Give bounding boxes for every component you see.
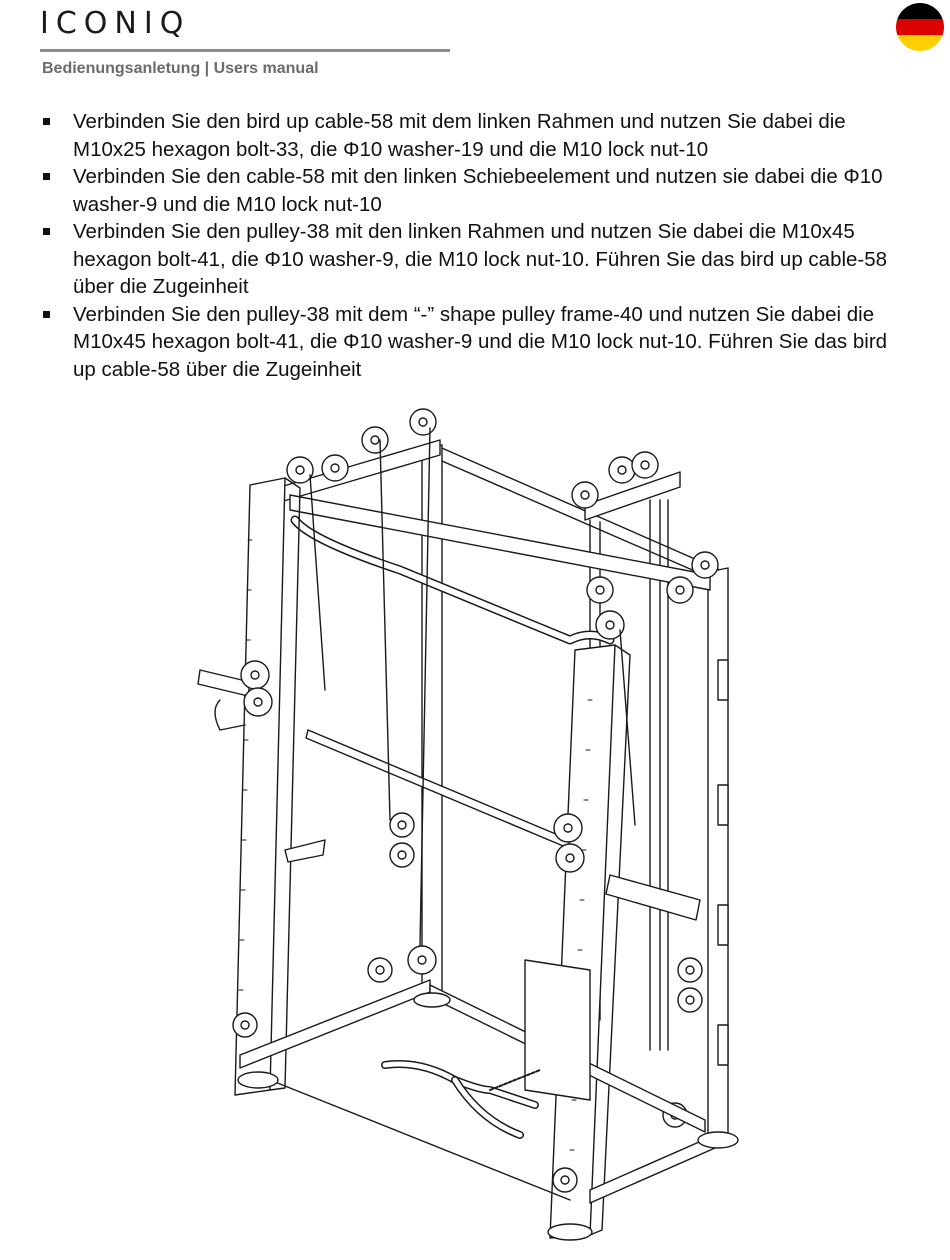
- bullet-icon: [43, 311, 50, 318]
- instruction-item: [40, 108, 900, 163]
- document-subtitle: Bedienungsanletung | Users manual: [42, 60, 319, 77]
- brand-logo: ICONIQ: [40, 6, 191, 41]
- bullet-icon: [43, 118, 50, 125]
- instruction-text: Verbinden Sie den pulley-38 mit den linken Rahmen und nutzen Sie dabei die M10x45 hexagon bolt-41, die Φ10 washer-9, die M10 lock nut-10. Führen Sie das bird up cable-58 über die Zugeinheit: [73, 220, 888, 298]
- instruction-text: Verbinden Sie den cable-58 mit den linken Schiebeelement und nutzen sie dabei die Φ10 washer-9 und die M10 lock nut-10: [73, 165, 883, 216]
- instruction-item: [40, 163, 900, 218]
- flag-stripe-black: [896, 3, 944, 19]
- bullet-icon: [43, 228, 50, 235]
- instruction-item: [40, 218, 900, 301]
- instruction-list: [40, 108, 900, 383]
- smith-machine-assembly-diagram: [190, 400, 760, 1250]
- bullet-icon: [43, 173, 50, 180]
- flag-stripe-red: [896, 19, 944, 35]
- instruction-text: Verbinden Sie den bird up cable-58 mit dem linken Rahmen und nutzen Sie dabei die M10x25 hexagon bolt-33, die Φ10 washer-19 und die M10 lock nut-10: [73, 110, 846, 161]
- header-divider: [40, 49, 450, 52]
- flag-stripe-gold: [896, 35, 944, 51]
- germany-flag-icon: [896, 3, 944, 51]
- instruction-item: [40, 301, 900, 384]
- instruction-text: Verbinden Sie den pulley-38 mit dem “-” shape pulley frame-40 und nutzen Sie dabei die M10x45 hexagon bolt-41, die Φ10 washer-9 und die M10 lock nut-10. Führen Sie das bird up cable-58 über die Zugeinheit: [73, 302, 888, 381]
